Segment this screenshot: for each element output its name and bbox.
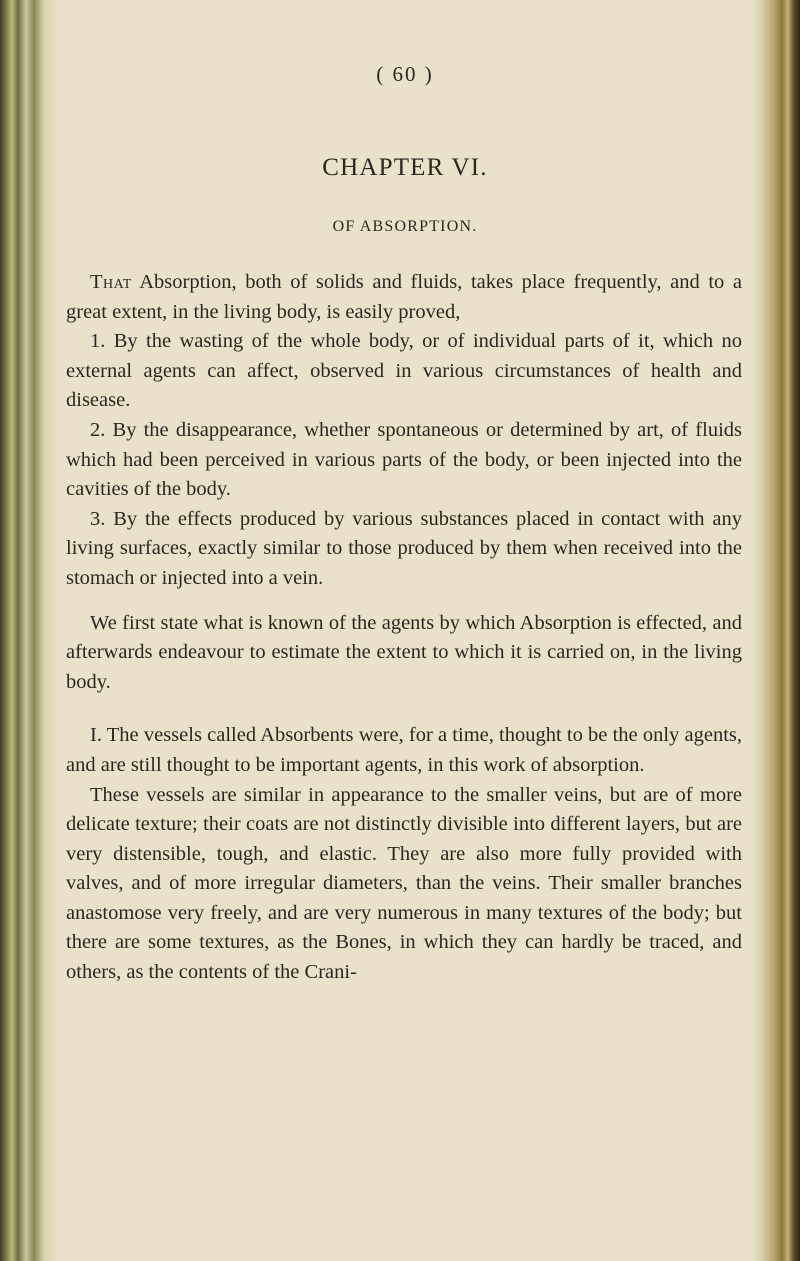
paragraph-vessels: These vessels are similar in appearance to the smaller veins, but are of more delicate texture; their coats are not distinctly divisible into different layers, but are very distensible, tough, and elastic. They are also more fully provided with valves, and of more irregular diameters, than the veins. Their smaller branches anastomose very freely, and are very numerous in many textures of the body; but there are some textures, as the Bones, in which they can hardly be traced, and others, as the contents of the Crani- xyxy=(66,783,742,984)
paragraph-proof-3: 3. By the effects produced by various substances placed in contact with any living surfaces, exactly similar to those produced by them when received into the stomach or injected into a vein. xyxy=(66,507,742,589)
paragraph-proof-2: 2. By the disappearance, whether spontaneous or determined by art, of fluids which had been perceived in various parts of the body, or been injected into the cavities of the body. xyxy=(66,418,742,501)
paragraph-intro xyxy=(66,268,742,327)
book-binding-right xyxy=(752,0,800,1261)
section-title: OF ABSORPTION. xyxy=(332,218,478,235)
paragraph-proof-1: 1. By the wasting of the whole body, or of individual parts of it, which no external agents can affect, observed in various circumstances of health and disease. xyxy=(66,330,742,412)
book-binding-left xyxy=(0,0,58,1261)
paragraph-agents: We first state what is known of the agents by which Absorption is effected, and afterwards endeavour to estimate the extent to which it is carried on, in the living body. xyxy=(66,611,742,693)
paragraph-absorbents: I. The vessels called Absorbents were, for a time, thought to be the only agents, and are still thought to be important agents, in this work of absorption. xyxy=(66,724,742,776)
body-text xyxy=(66,268,742,988)
chapter-title: CHAPTER VI. xyxy=(322,154,488,181)
book-page xyxy=(60,0,750,1261)
paragraph-intro-text: Absorption, both of solids and fluids, takes place frequently, and to a great extent, in the living body, is easily proved, xyxy=(66,271,742,323)
lead-word: That xyxy=(90,271,132,293)
page-number: ( 60 ) xyxy=(376,62,434,86)
